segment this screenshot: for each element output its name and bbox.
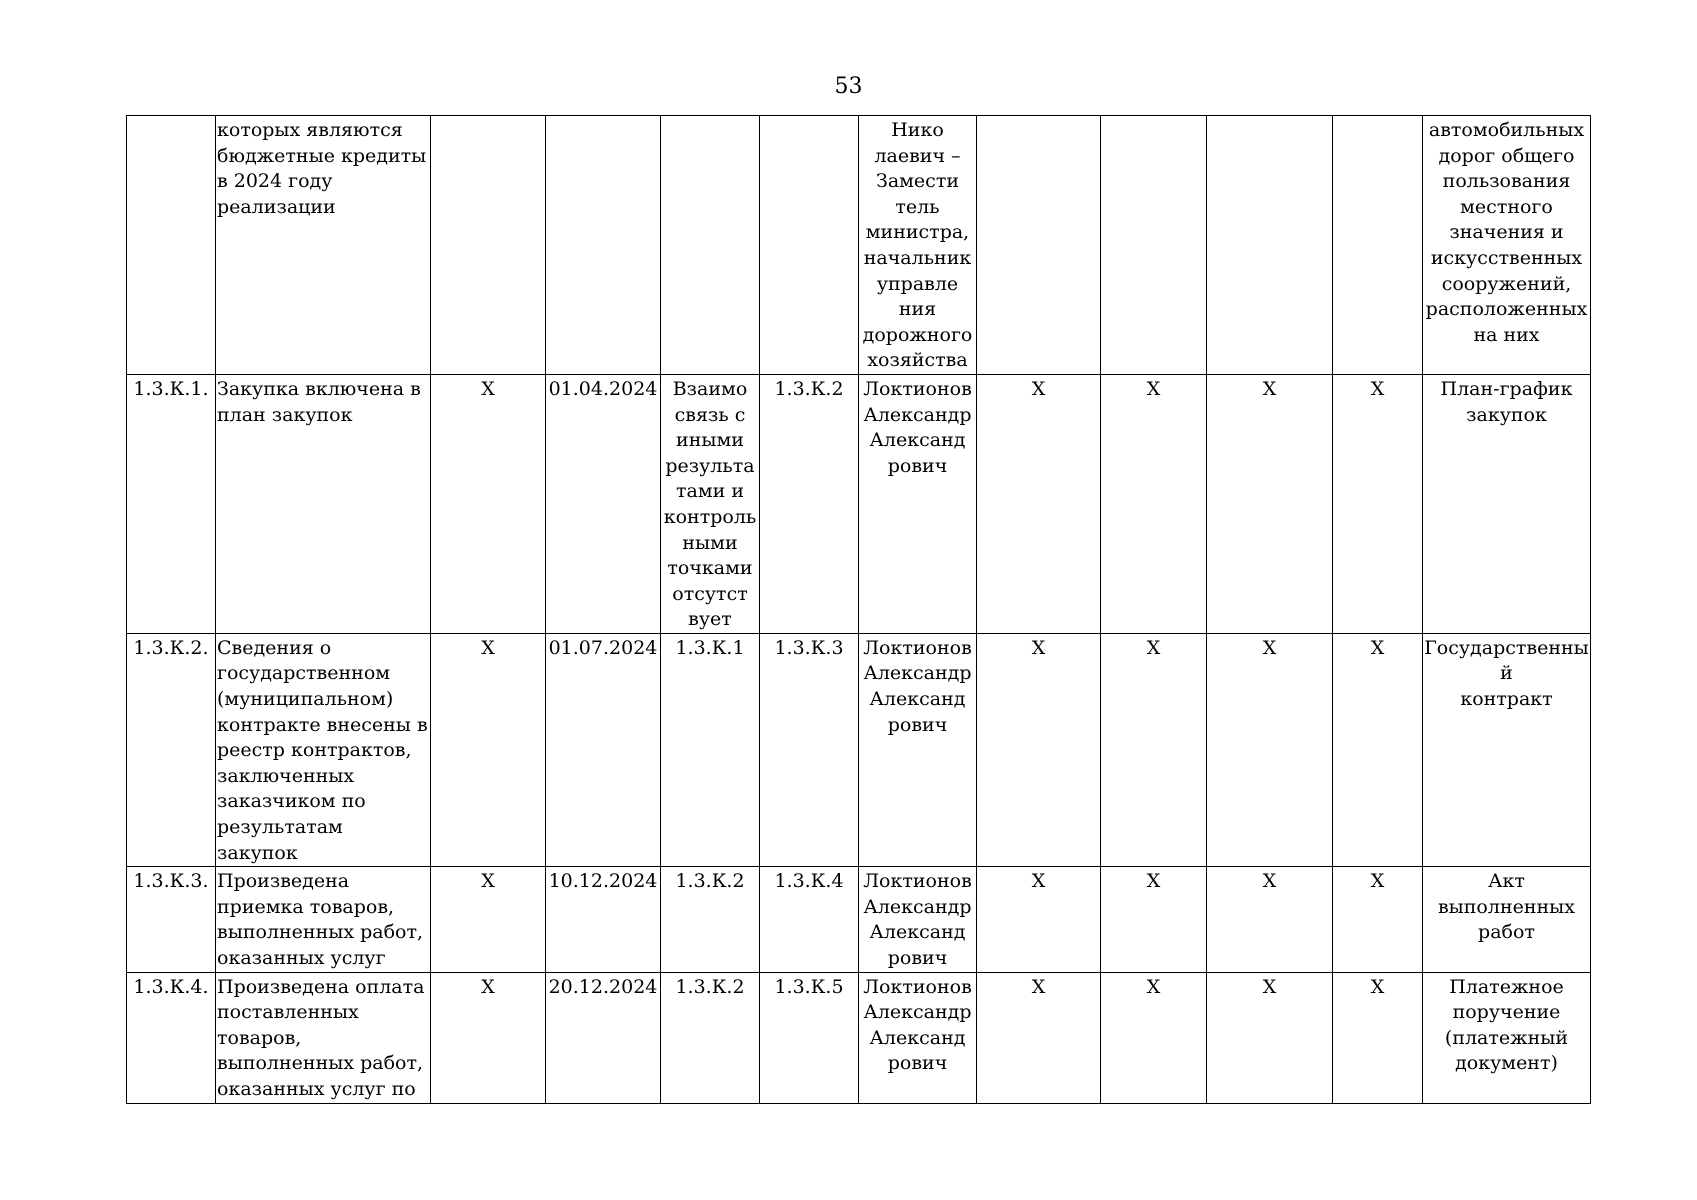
row-links-prev xyxy=(661,633,760,866)
row-links-next xyxy=(760,116,859,375)
row-name-line: результатам закупок xyxy=(217,816,343,864)
row-result-line: План-график xyxy=(1440,377,1573,400)
row-links-prev-line: связь с xyxy=(674,403,746,426)
row-responsible-line: начальник xyxy=(863,246,972,269)
row-date: 01.07.2024 xyxy=(546,633,661,866)
row-name xyxy=(216,972,431,1103)
row-cell-x xyxy=(1101,116,1207,375)
row-date: 01.04.2024 xyxy=(546,374,661,633)
row-cell-x xyxy=(1333,116,1423,375)
row-responsible-line: министра, xyxy=(865,221,970,244)
row-links-next: 1.3.К.2 xyxy=(760,374,859,633)
row-responsible-line: Александ xyxy=(869,1026,966,1049)
row-responsible-line: рович xyxy=(887,454,948,477)
row-result-line: на них xyxy=(1473,323,1540,346)
row-cell-x: Х xyxy=(1207,374,1333,633)
row-responsible-line: рович xyxy=(887,713,948,736)
row-links-prev-line: контроль xyxy=(663,505,757,528)
row-result-line: дорог общего xyxy=(1438,144,1575,167)
row-responsible-line: лаевич – xyxy=(874,144,961,167)
table-row xyxy=(127,633,1591,866)
table-row xyxy=(127,972,1591,1103)
page-number: 53 xyxy=(834,74,863,99)
row-cell-x: Х xyxy=(1207,633,1333,866)
row-result-line: (платежный xyxy=(1444,1026,1569,1049)
row-cell-x: Х xyxy=(431,972,546,1103)
row-result-line: сооружений, xyxy=(1441,272,1572,295)
row-cell-x: Х xyxy=(1207,972,1333,1103)
row-date xyxy=(546,116,661,375)
row-result xyxy=(1423,633,1591,866)
row-responsible xyxy=(859,374,977,633)
row-result-line: документ) xyxy=(1455,1052,1558,1075)
row-responsible-line: Локтионов xyxy=(863,377,972,400)
row-name-line: заказчиком по xyxy=(217,790,366,813)
row-links-prev-line: результа xyxy=(665,454,755,477)
row-cell-x xyxy=(977,116,1101,375)
row-code: 1.3.К.2. xyxy=(127,633,216,866)
row-name-line: заключенных xyxy=(217,764,355,787)
row-name-line: оказанных услуг xyxy=(217,947,386,969)
row-name-line: реализации xyxy=(217,195,336,218)
table-row xyxy=(127,867,1591,972)
row-result-line: закупок xyxy=(1466,403,1547,426)
table-row xyxy=(127,116,1591,375)
row-date: 10.12.2024 xyxy=(546,867,661,972)
row-links-prev-line: 1.3.К.2 xyxy=(675,870,745,893)
row-name-line: Произведена оплата xyxy=(217,975,425,998)
row-links-prev-line: 1.3.К.2 xyxy=(675,975,745,998)
row-responsible-line: Нико xyxy=(891,119,944,141)
row-responsible-line: Александ xyxy=(869,429,966,452)
row-responsible-line: Локтионов xyxy=(863,636,972,659)
row-cell-x: Х xyxy=(977,972,1101,1103)
row-result xyxy=(1423,867,1591,972)
row-cell-x: Х xyxy=(1333,867,1423,972)
row-responsible-line: тель xyxy=(895,195,940,218)
row-links-prev xyxy=(661,116,760,375)
row-responsible xyxy=(859,972,977,1103)
row-responsible-line: дорожного xyxy=(862,323,973,346)
row-cell-x: Х xyxy=(1333,972,1423,1103)
row-result-line: расположенных xyxy=(1425,298,1588,321)
row-responsible-line: ния xyxy=(898,298,937,321)
row-name-line: (муниципальном) xyxy=(217,688,394,711)
row-links-prev-line: отсутст xyxy=(672,582,748,605)
row-cell-x: Х xyxy=(977,633,1101,866)
row-result xyxy=(1423,972,1591,1103)
row-result-line: Государственный xyxy=(1424,636,1589,685)
row-links-next: 1.3.К.3 xyxy=(760,633,859,866)
row-code: 1.3.К.4. xyxy=(127,972,216,1103)
row-responsible-line: хозяйства xyxy=(867,349,968,372)
row-links-prev xyxy=(661,867,760,972)
row-responsible-line: Александр xyxy=(863,403,972,426)
row-links-next: 1.3.К.4 xyxy=(760,867,859,972)
row-name-line: Сведения о xyxy=(217,636,332,659)
row-name-line: которых являются xyxy=(217,119,403,141)
row-code xyxy=(127,116,216,375)
row-name-line: поставленных xyxy=(217,1001,359,1024)
row-result-line: автомобильных xyxy=(1428,119,1585,141)
row-name-line: товаров, xyxy=(217,1026,302,1049)
row-responsible xyxy=(859,116,977,375)
row-responsible-line: Александ xyxy=(869,688,966,711)
row-responsible-line: Локтионов xyxy=(863,870,972,893)
row-name-line: выполненных работ, xyxy=(217,1052,424,1075)
row-result-line: поручение xyxy=(1452,1001,1561,1024)
row-cell-x: Х xyxy=(431,633,546,866)
row-name xyxy=(216,374,431,633)
row-name-line: реестр контрактов, xyxy=(217,739,412,762)
row-links-prev-line: 1.3.К.1 xyxy=(675,636,745,659)
row-links-prev xyxy=(661,972,760,1103)
row-links-prev-line: Взаимо xyxy=(672,377,748,400)
row-responsible-line: Замести xyxy=(875,170,959,193)
row-code: 1.3.К.1. xyxy=(127,374,216,633)
row-cell-x xyxy=(431,116,546,375)
row-name xyxy=(216,633,431,866)
row-result-line: значения и xyxy=(1449,221,1564,244)
row-result xyxy=(1423,116,1591,375)
row-date: 20.12.2024 xyxy=(546,972,661,1103)
row-responsible-line: Локтионов xyxy=(863,975,972,998)
row-result-line: выполненных xyxy=(1437,895,1576,918)
row-name-line: государственном xyxy=(217,662,391,685)
row-result-line: Платежное xyxy=(1449,975,1564,998)
row-name-line: оказанных услуг по xyxy=(217,1077,416,1100)
table-row xyxy=(127,374,1591,633)
row-cell-x: Х xyxy=(1101,972,1207,1103)
row-responsible-line: Александр xyxy=(863,895,972,918)
row-cell-x: Х xyxy=(1101,867,1207,972)
row-name-line: Закупка включена в xyxy=(217,377,421,400)
row-name-line: контракте внесены в xyxy=(217,713,428,736)
row-result-line: искусственных xyxy=(1430,246,1583,269)
row-cell-x: Х xyxy=(1333,374,1423,633)
row-cell-x: Х xyxy=(431,374,546,633)
row-name-line: Произведена xyxy=(217,870,350,893)
row-name-line: выполненных работ, xyxy=(217,921,424,944)
row-links-prev-line: вует xyxy=(688,608,732,631)
row-responsible-line: управле xyxy=(876,272,959,295)
row-name-line: бюджетные кредиты xyxy=(217,144,427,167)
row-cell-x: Х xyxy=(1207,867,1333,972)
row-responsible-line: Александ xyxy=(869,921,966,944)
row-cell-x: Х xyxy=(977,867,1101,972)
row-name-line: план закупок xyxy=(217,403,353,426)
row-links-prev-line: тами и xyxy=(676,480,744,503)
row-result-line: пользования xyxy=(1442,170,1571,193)
row-result-line: Акт xyxy=(1488,870,1525,893)
row-cell-x: Х xyxy=(1101,374,1207,633)
row-code: 1.3.К.3. xyxy=(127,867,216,972)
row-result-line: местного xyxy=(1460,195,1553,218)
row-responsible-line: Александр xyxy=(863,1001,972,1024)
row-links-prev-line: точками xyxy=(667,557,753,580)
row-name-line: в 2024 году xyxy=(217,170,333,193)
row-responsible-line: рович xyxy=(887,1052,948,1075)
row-cell-x: Х xyxy=(431,867,546,972)
row-links-prev xyxy=(661,374,760,633)
row-name xyxy=(216,116,431,375)
control-points-table xyxy=(126,115,1591,1104)
row-responsible xyxy=(859,633,977,866)
row-cell-x: Х xyxy=(1333,633,1423,866)
row-name-line: приемка товаров, xyxy=(217,895,395,918)
row-result xyxy=(1423,374,1591,633)
row-result-line: контракт xyxy=(1460,688,1553,711)
row-result-line: работ xyxy=(1478,921,1535,944)
row-cell-x: Х xyxy=(1101,633,1207,866)
row-cell-x: Х xyxy=(977,374,1101,633)
row-name xyxy=(216,867,431,972)
row-cell-x xyxy=(1207,116,1333,375)
row-responsible xyxy=(859,867,977,972)
row-links-next: 1.3.К.5 xyxy=(760,972,859,1103)
row-links-prev-line: иными xyxy=(676,429,744,452)
row-responsible-line: Александр xyxy=(863,662,972,685)
row-links-prev-line: ными xyxy=(682,531,738,554)
row-responsible-line: рович xyxy=(887,947,948,969)
